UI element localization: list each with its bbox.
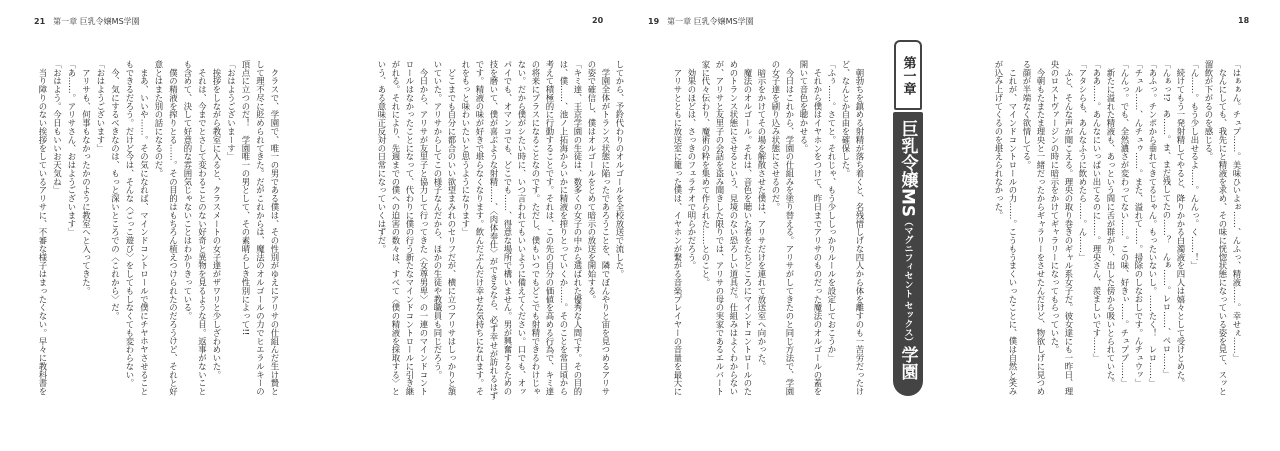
text-line: 頂点に立つのだ！ 学園唯一の男として、その素晴らしき性別によって!! — [241, 60, 251, 336]
text-line: アリサとともに放送室に籠った僕は、イヤホンが繋がる音楽プレイヤーの音量を最大に — [673, 60, 683, 396]
page-number: 20 — [592, 16, 604, 25]
page-number: 19 — [648, 17, 660, 26]
running-title: 第一章 巨乳令嬢MS学園 — [53, 17, 140, 26]
text-line: 溜飲が下がるのを感じる。 — [1204, 60, 1214, 161]
text-line: ロールはなかったことになって、代わりに僕の行う新たなマインドコントロールに引き継 — [405, 60, 415, 396]
text-line: 僕の精液を搾りとる……。その目的はもちろん植えつけられたのだろうけど、それと好 — [168, 60, 179, 396]
text-line: 効果のほどは、さっきのフェラチオで明らかだろう。 — [687, 60, 697, 270]
text-line: 「ん……。もう少し出せるよ……。んんっ。く……！」 — [1190, 60, 1200, 270]
text-line: 学園全体がトランス状態に陥ったであろうことを、隣でぼんやりと宙を見つめるアリサ — [601, 60, 611, 396]
running-title: 第一章 巨乳令嬢MS学園 — [667, 17, 754, 26]
text-line: 続けてもう一発射精してやると、降りかかる白濁液を四人は嬉々として受けとめた。 — [1176, 60, 1186, 388]
text-line: アリサも、何事もなかったかのように教室へと入ってきた。 — [81, 60, 92, 295]
text-line: 朝勃ちを鎮める射精が落ち着くと、名残惜しげな四人から体を離すのも一苦労だったけ — [855, 60, 865, 396]
text-line: 技を磨いて、僕が喜ぶような射精……、〈肉体奉仕〉ができるなら、必ず幸せが訪れるはず — [489, 60, 499, 400]
text-line: 「んんっ。でも、全然濃さが変わってない……。この味、好きぃ……。チュププ……」 — [1120, 60, 1130, 388]
chapter-title-reading: （マグニフィセント セックス） — [902, 217, 913, 347]
text-line: 当り障りのない挨拶をしているアリサに、不審な様子はまったくない。早々に教科書を — [38, 60, 48, 396]
text-line: る顔が半端なく欲情してる。 — [1022, 60, 1032, 170]
text-line: が込み上げてくるのを堪えられなかった。 — [994, 60, 1004, 220]
text-line: 開いて音色を聴かせる。 — [799, 60, 809, 153]
text-line: 意とはまた別の話になるのだ。 — [154, 60, 164, 178]
text-line: は、僕……、池ノ上拓海からいかに精液を搾りとっていくか……。そのことを常日頃から — [559, 60, 569, 396]
text-line: 家に代々伝わり、魔術の粋を集めて作られた……とのこと。 — [701, 60, 711, 287]
chapter-title-main: 巨乳令嬢MS — [897, 120, 918, 218]
text-line: 「おはよう。今日もいいお天気ね」 — [52, 60, 63, 195]
text-line: 「キミ達、王京学園の生徒は、数多くの女子の中から選ばれた優秀な人間です。その目的 — [573, 60, 583, 396]
text-line: なんにしても、我先にと精液を求め、その味に恍惚状態になっている姿を見て、スッと — [1218, 60, 1228, 396]
text-line: どこまでも自分に都合のいい欲望まみれのセリフだが、横に立つアリサはしっかりと頷 — [447, 60, 457, 396]
text-line: 「あふっ。チンポから垂れてきてるじゃん。もったいないし。……たく！ レロ……」 — [1148, 60, 1158, 388]
text-line: 「チュル……、んチュゥ……。また、溢れて……。掃除のしなおしです。んチュウッ」 — [1134, 60, 1144, 388]
text-line: 今日から、アリサが友里子と協力して行ってきた〈女尊男卑〉の一連のマインドコント — [419, 60, 429, 396]
text-line: 暗示をかけてその場を解散させた僕は、アリサだけを連れて放送室へ向かった。 — [757, 60, 767, 371]
running-header-page-18 — [1238, 16, 1257, 25]
text-line: の姿で確信し、僕はオルゴールをとめて暗示の放送を開始する。 — [587, 60, 597, 304]
text-line: ふと、そんな声が聞こえる。理央の取り巻きのギャル系女子だ。彼女達にも一昨日、理 — [1064, 60, 1074, 396]
text-line: 「あ……。アリサさん、おはようございます」 — [67, 60, 77, 237]
text-line: いていた。アリサからしてこの様子なんだから、ほかの生徒や教職員も同じだろう。 — [433, 60, 443, 379]
page-21-text — [36, 60, 283, 400]
text-line: パイでも、オマンコでも、どこでも……、得意な場所で構いません。男が興奮するための — [503, 60, 513, 396]
text-line: 今、気にするべきなのは、もっと深いところでの〈これから〉だ。 — [110, 60, 121, 321]
text-line: ない。だから僕がシたい時に、いつ言われてもいいように備えてください。口でも、オッ — [517, 60, 527, 396]
text-line: れをもっと味わいたいと思うようになります」 — [461, 60, 471, 237]
text-line: 今日はこれから、学園の仕組みを塗り替える。アリサがしてきたのと同じ方法で、学園 — [785, 60, 795, 396]
text-line: が、アリサと友里子の会話を盗み聞きした限りでは、アリサの母の実家であるエルバート — [715, 60, 725, 396]
text-line: してから、予鈴代わりのオルゴールを全校放送で流した。 — [615, 60, 625, 279]
text-line: それから僕はイヤホンをつけて、昨日までアリサのものだった魔法のオルゴールの蓋を — [813, 60, 823, 396]
text-line: がれる。それにより、先週までの僕への迫害の数々は、すべて〈僕の精液を採取する〉と — [391, 60, 401, 396]
text-line: 「アタシらも、あんなふうに飲めたら……。ん……」 — [1078, 60, 1088, 262]
chapter-number: 第一章 — [900, 55, 916, 95]
text-line: して理不尽に貶められてきた。だがこれからは、魔法のオルゴールの力でヒエラルキーの — [255, 60, 266, 396]
text-line: 魔法のオルゴール。それは、音色を聴いた者をたちどころにマインドコントロールのた — [743, 60, 753, 396]
text-line: 新たに溢れた精液も、あっという間に舌が群がり、出した傍から吸いとられていた。 — [1106, 60, 1116, 388]
text-line: 「ふぅ……。さてと。それじゃ、もう少ししっかりルールを設定しておこうか」 — [827, 60, 837, 363]
page-number: 21 — [34, 17, 46, 26]
running-header-page-19 — [648, 16, 754, 27]
text-line: めのトランス状態にさせるという、見境のない恐ろしい道具だ。仕組みはよくわからない — [729, 60, 739, 396]
text-line: 「んぁっ!? あ……。ま、まだ残してたの……？ んぁ……。レロ……、ペロ……」 — [1162, 60, 1172, 379]
text-line: 央のロストヴァージンの時に暗示をかけてギャラリーになってもらっていた。 — [1050, 60, 1060, 354]
text-line: これが、マインドコントロールの力……。こうもうまくいったことに、僕は自然と笑み — [1008, 60, 1018, 396]
running-header-page-20 — [592, 16, 611, 25]
text-line: 「はぁぁん。チュプ……。美味ひいよぉ……、んふっ、精液……。幸せぇ……」 — [1232, 60, 1242, 362]
chapter-title-end: 学園 — [897, 346, 918, 381]
text-line: いう、ある意味正反対の日常になっていくはずだ。 — [377, 60, 387, 253]
page-number: 18 — [1238, 16, 1250, 25]
text-line: それは、今までとさして変わることのない好奇と異物を見るような目。返事がないこと — [197, 60, 208, 396]
text-line: 「ああ……。あんなにいっぱい出てるのに……。理央さん、羨ましいです……」 — [1092, 60, 1102, 362]
page-19-text — [671, 60, 867, 400]
page-20-text — [375, 60, 627, 400]
text-line: 挨拶をしながら教室に入ると、クラスメートの女子達がザワリと少しざわめいた。 — [212, 60, 222, 379]
chapter-title-bar — [893, 112, 923, 396]
text-line: 「おはようございます」 — [96, 60, 106, 153]
text-line: も含めて、決して好意的な雰囲気じゃないことはわかりきっている。 — [183, 60, 193, 321]
text-line: 考えて積極的に行動することです。それは、この先の自分の価値を高める行為で、キミ達 — [545, 60, 555, 396]
page-18-text — [992, 60, 1244, 400]
text-line: の将来にプラスになることなのです。ただし、僕もいつでもどこでも射精できるわけじゃ — [531, 60, 541, 396]
running-header-page-21 — [34, 16, 140, 27]
text-line: ど、なんとか自由を確保した。 — [841, 60, 851, 178]
text-line: 「おはようございまーす」 — [226, 60, 237, 161]
text-line: の女子達を刷り込み状態にさせるのだ。 — [771, 60, 781, 212]
chapter-number-box — [894, 40, 922, 110]
text-line: です。精液の味が好きで堪らなくなります。飲んだぶんだけ幸せな気持ちになれます。そ — [475, 60, 485, 396]
text-line: 今朝もたまたま理央と一緒だったからギャラリーをさせたんだけど、物欲しげに見つめ — [1036, 60, 1046, 396]
chapter-title-banner — [893, 40, 925, 396]
text-line: まあ、いいや……。その気になれば、マインドコントロールで僕にチヤホヤさせること — [139, 60, 150, 396]
text-line: もできるだろう。だけど今は、そんな〈ごっこ遊び〉をしてもしなくても変わらない。 — [125, 60, 135, 388]
text-line: クラスで、学園で、唯一の男である僕は、その性別がゆえにアリサの仕組んだ生け贄と — [270, 60, 280, 396]
